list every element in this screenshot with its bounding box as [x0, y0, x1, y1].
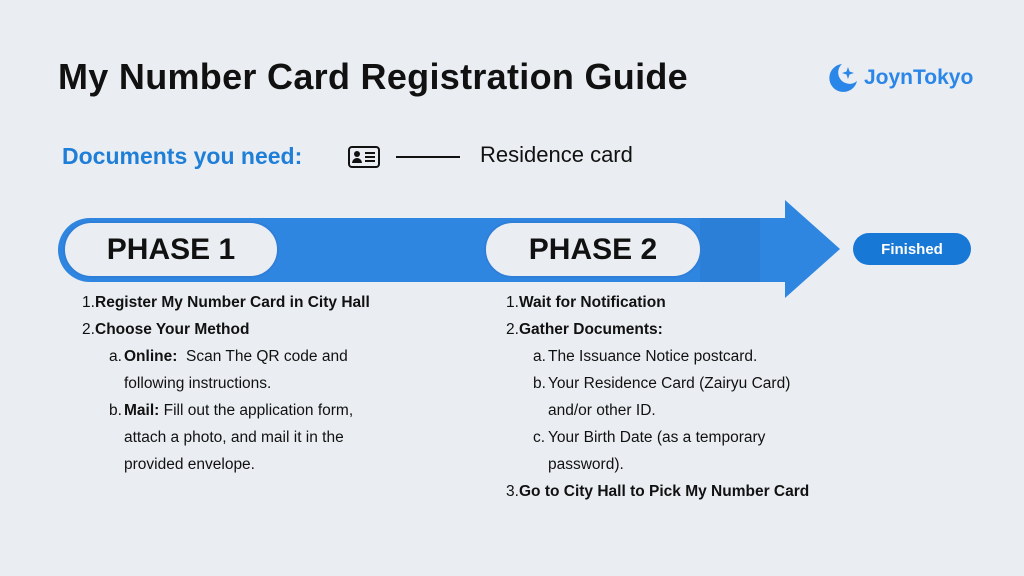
document-item: Residence card — [480, 142, 633, 167]
list-item — [506, 316, 809, 343]
item-text: password). — [548, 456, 624, 473]
item-text: attach a photo, and mail it in the — [124, 429, 344, 446]
documents-label: Documents you need: — [62, 143, 303, 169]
item-number: 3. — [506, 483, 519, 500]
list-item — [506, 478, 809, 505]
item-number: 1. — [82, 294, 95, 311]
item-number: 1. — [506, 294, 519, 311]
phase-2-steps — [506, 289, 809, 505]
item-text: provided envelope. — [124, 456, 255, 473]
list-item — [506, 370, 809, 397]
item-bold: Gather Documents: — [519, 321, 663, 338]
item-number: b. — [533, 375, 546, 392]
list-item — [82, 451, 370, 478]
list-item — [82, 289, 370, 316]
finished-badge: Finished — [853, 233, 971, 265]
list-item — [506, 343, 809, 370]
item-text: Fill out the application form, — [159, 402, 354, 419]
item-number: a. — [533, 348, 546, 365]
list-item — [506, 397, 809, 424]
item-number: 2. — [506, 321, 519, 338]
item-text: Your Residence Card (Zairyu Card) — [548, 375, 791, 392]
item-bold: Go to City Hall to Pick My Number Card — [519, 483, 810, 500]
item-text: The Issuance Notice postcard. — [548, 348, 758, 365]
item-number: a. — [109, 348, 122, 365]
item-number: c. — [533, 429, 546, 446]
list-item — [82, 343, 370, 370]
item-bold: Wait for Notification — [519, 294, 666, 311]
item-text: following instructions. — [124, 375, 272, 392]
page-title: My Number Card Registration Guide — [58, 56, 688, 97]
phase-1-steps — [82, 289, 370, 478]
phase-1-pill: PHASE 1 — [63, 221, 279, 278]
list-item — [506, 451, 809, 478]
item-bold: Choose Your Method — [95, 321, 250, 338]
list-item — [506, 289, 809, 316]
item-text: Your Birth Date (as a temporary — [548, 429, 766, 446]
item-text: and/or other ID. — [548, 402, 656, 419]
list-item — [82, 424, 370, 451]
item-bold: Mail: — [124, 402, 160, 419]
item-number: 2. — [82, 321, 95, 338]
item-number: b. — [109, 402, 122, 419]
list-item — [82, 397, 370, 424]
list-item — [82, 370, 370, 397]
item-bold: Online: — [124, 348, 178, 365]
logo-text: JoynTokyo — [864, 66, 974, 89]
list-item — [506, 424, 809, 451]
item-text: Scan The QR code and — [177, 348, 348, 365]
list-item — [82, 316, 370, 343]
phase-2-pill: PHASE 2 — [484, 221, 702, 278]
item-bold: Register My Number Card in City Hall — [95, 294, 370, 311]
